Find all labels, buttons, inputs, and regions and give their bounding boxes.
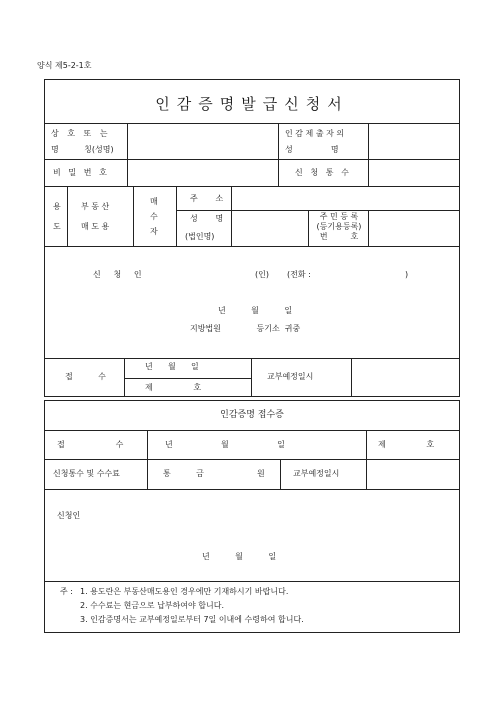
receipt-slip-title: 인감증명 접수증: [220, 410, 284, 420]
slip-scheduled-date-field[interactable]: [367, 460, 459, 489]
copies-label: 신 청 통 수: [295, 168, 349, 177]
copies-fee-value: 통 금: [163, 469, 204, 478]
scheduled-date-label: 교부예정일시: [267, 372, 314, 381]
submitter-name-field[interactable]: [369, 124, 459, 159]
submitter-name-label: 성 명: [285, 145, 339, 154]
phone-close: ): [405, 270, 409, 279]
trade-name-field[interactable]: [128, 124, 278, 159]
corp-name-label: (법인명): [185, 232, 215, 241]
buyer-name-field[interactable]: [232, 211, 308, 246]
slip-receipt-label: 접 수: [57, 440, 124, 449]
phone-label: (전화 :: [287, 270, 311, 279]
trade-name-label: 상 호 또 는: [51, 129, 111, 138]
court-address: 지방법원 등기소 귀중: [190, 324, 301, 333]
buyer-label-2: 수: [150, 212, 158, 221]
receipt-slip: [44, 400, 460, 582]
resident-no-label-3: 번 호: [319, 232, 359, 241]
slip-receipt-date: 년 월 일: [165, 440, 285, 449]
application-date: 년 월 일: [218, 306, 293, 315]
notes-box: [44, 581, 460, 633]
note-item-2: 2. 수수료는 현금으로 납부하여야 합니다.: [80, 601, 224, 610]
buyer-name-label: 성 명: [190, 214, 224, 223]
real-estate-label: 부 동 산: [81, 202, 110, 211]
won-label: 원: [257, 469, 265, 478]
resident-no-label-2: (등기용등록): [316, 222, 362, 231]
buyer-label-3: 자: [150, 227, 158, 236]
buyer-label-1: 매: [150, 197, 158, 206]
note-item-3: 3. 인감증명서는 교부예정일로부터 7일 이내에 수령하여 합니다.: [80, 615, 304, 624]
form-title: 인감증명발급신청서: [155, 95, 349, 113]
seal-mark: (인): [255, 270, 269, 279]
copies-fee-label: 신청통수 및 수수료: [53, 469, 120, 478]
notes-prefix: 주 :: [60, 587, 73, 596]
slip-receipt-number: 제 호: [378, 440, 435, 449]
password-label: 비 밀 번 호: [53, 168, 107, 177]
password-field[interactable]: [128, 160, 278, 186]
note-item-1: 1. 용도란은 부동산매도용인 경우에만 기재하시기 바랍니다.: [80, 587, 289, 596]
form-number: 양식 제5-2-1호: [37, 61, 92, 70]
copies-field[interactable]: [369, 160, 459, 186]
resident-no-label-1: 주 민 등 록: [319, 212, 359, 221]
use-label-2: 도: [53, 222, 61, 231]
buyer-resident-no-field[interactable]: [369, 211, 459, 246]
scheduled-date-field[interactable]: [352, 359, 459, 397]
receipt-number: 제 호: [145, 383, 202, 392]
slip-applicant-label: 신청인: [57, 511, 81, 520]
address-label: 주 소: [190, 194, 224, 203]
name-label: 명 칭(성명): [51, 145, 114, 154]
application-form: [44, 79, 460, 397]
submitter-label: 인 감 제 출 자 의: [285, 129, 345, 138]
sale-use-label: 매 도 용: [81, 222, 110, 231]
buyer-address-field[interactable]: [232, 187, 459, 210]
applicant-label: 신 청 인: [93, 270, 142, 279]
slip-scheduled-date-label: 교부예정일시: [293, 469, 340, 478]
receipt-label: 접 수: [65, 372, 106, 381]
slip-date: 년 월 일: [202, 552, 277, 561]
use-label-1: 용: [53, 202, 61, 211]
receipt-date: 년 월 일: [145, 362, 199, 371]
